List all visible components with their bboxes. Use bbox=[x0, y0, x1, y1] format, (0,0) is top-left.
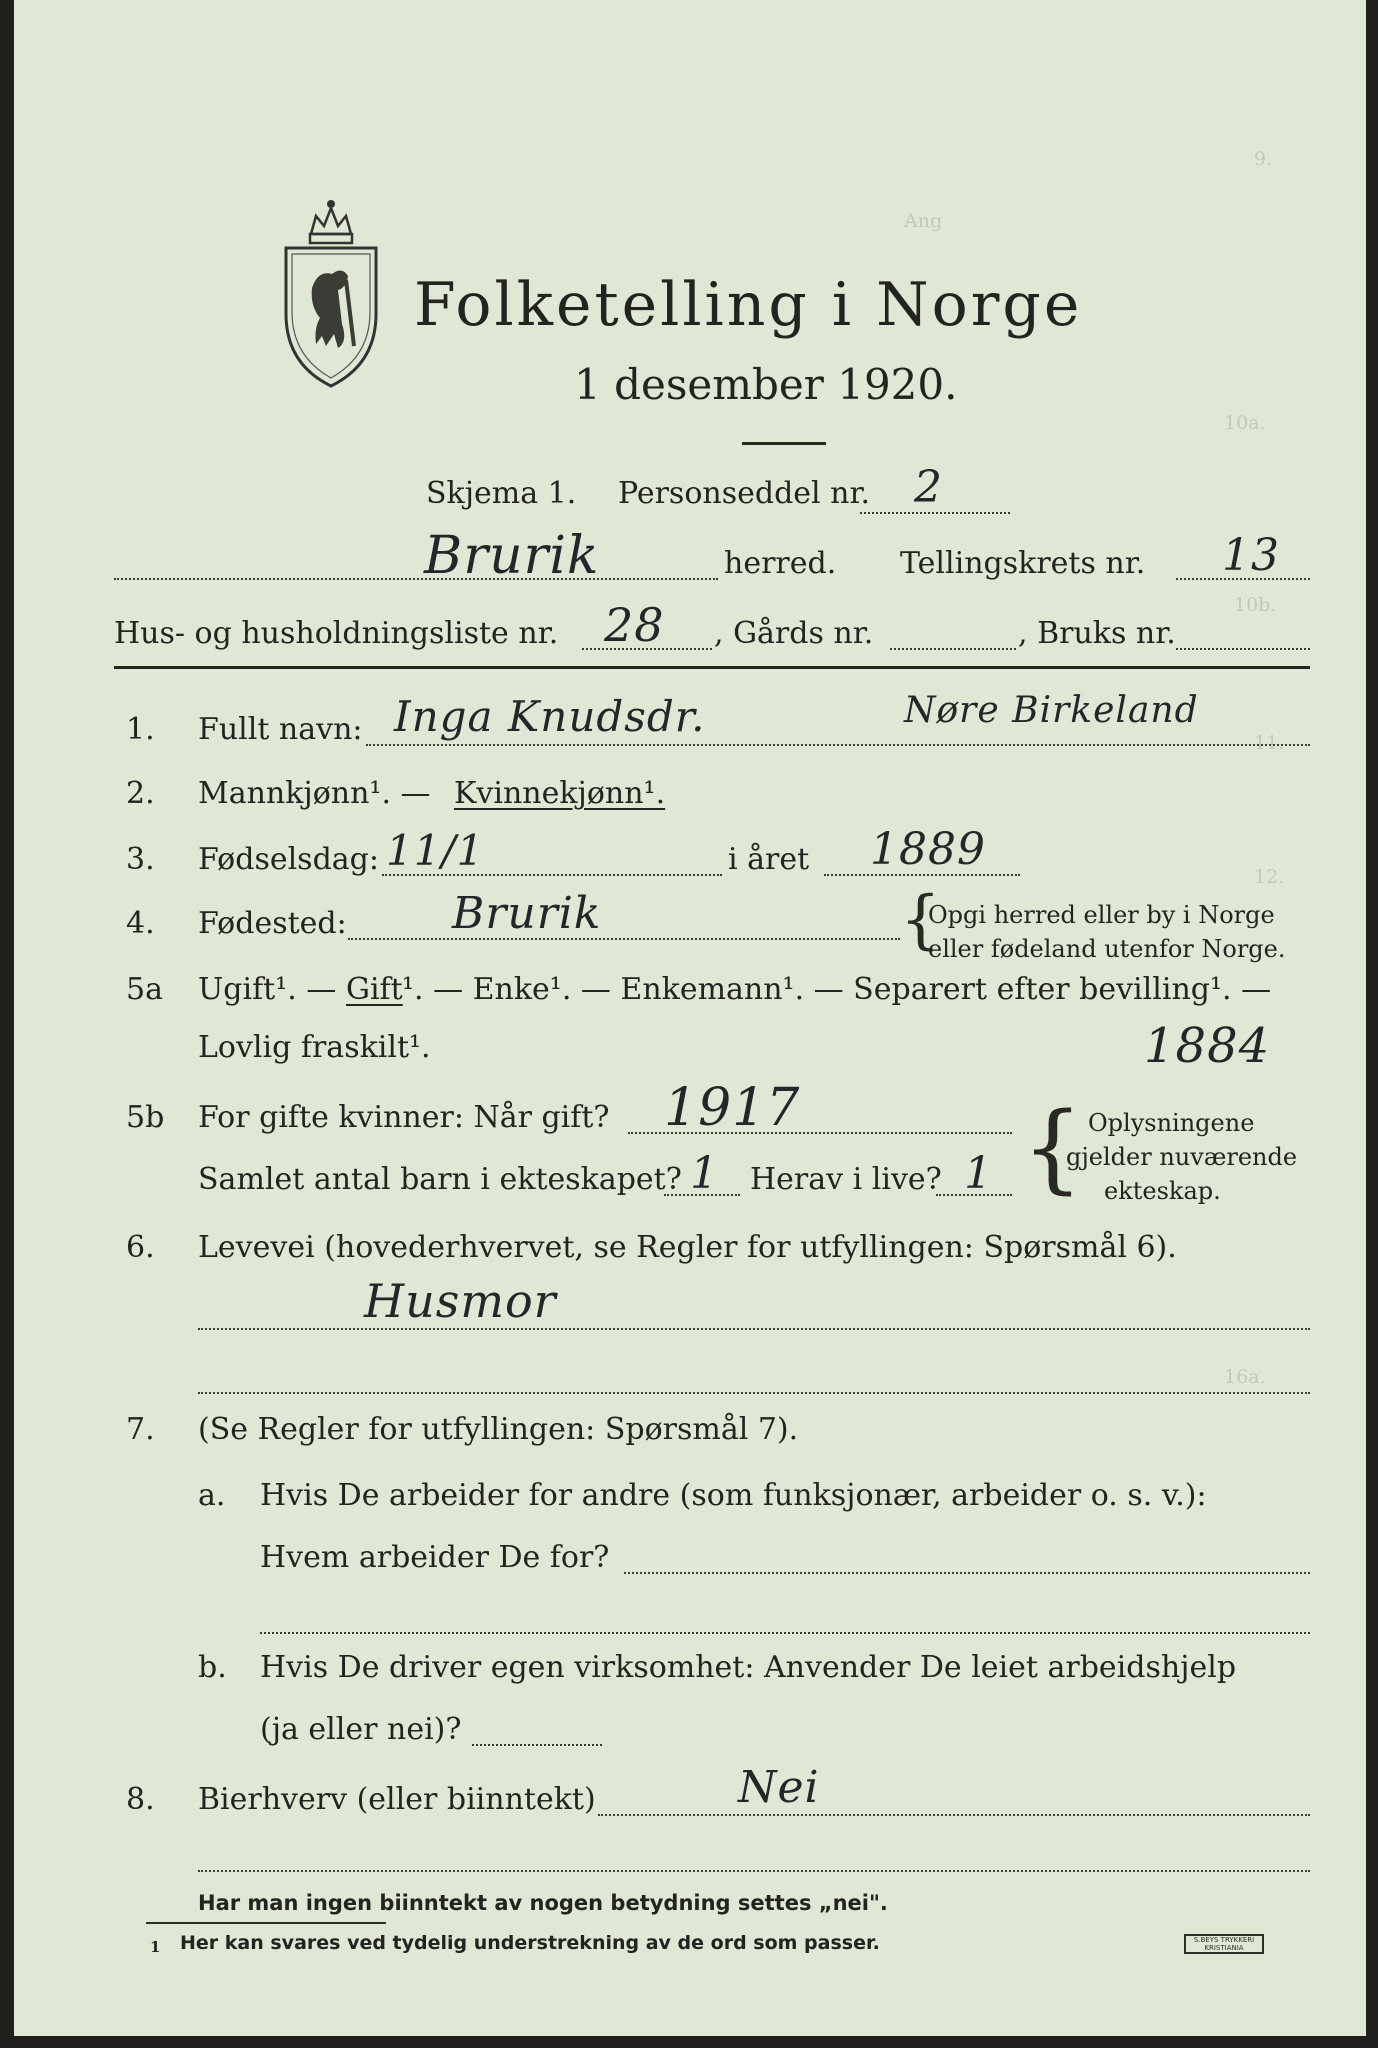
q5a-value[interactable]: 1884 bbox=[1144, 1018, 1271, 1074]
norwegian-coat-of-arms-icon bbox=[276, 196, 386, 391]
tellingskrets-label: Tellingskrets nr. bbox=[900, 546, 1146, 581]
husholdning-value[interactable]: 28 bbox=[604, 598, 665, 652]
q1-value[interactable]: Inga Knudsdr. bbox=[394, 692, 706, 741]
bleed-through-text: 12. bbox=[1254, 866, 1285, 888]
q8-number: 8. bbox=[126, 1782, 155, 1817]
q6-number: 6. bbox=[126, 1230, 155, 1265]
q5b-barn-label: Samlet antal barn i ekteskapet? bbox=[198, 1162, 682, 1197]
printer-stamp: S.BEYS TRYKKERI KRISTIANIA bbox=[1184, 1934, 1264, 1954]
q1-label: Fullt navn: bbox=[198, 712, 363, 747]
q3-year-label: i året bbox=[728, 842, 810, 877]
q7b-label2: (ja eller nei)? bbox=[260, 1712, 462, 1747]
q4-brace: { bbox=[900, 883, 941, 957]
q4-note-line1: Opgi herred eller by i Norge bbox=[928, 901, 1275, 929]
q5a-ugift-option[interactable]: Ugift¹. — bbox=[198, 972, 337, 1007]
q6-line-1 bbox=[198, 1328, 1310, 1330]
tellingskrets-value[interactable]: 13 bbox=[1222, 530, 1280, 581]
q6-value[interactable]: Husmor bbox=[364, 1274, 557, 1328]
q5b-live-label: Herav i live? bbox=[750, 1162, 942, 1197]
q7a-line-2 bbox=[260, 1632, 1310, 1634]
herred-label: herred. bbox=[724, 546, 837, 581]
q6-label: Levevei (hovederhvervet, se Regler for utfyllingen: Spørsmål 6). bbox=[198, 1230, 1177, 1265]
q7-label: (Se Regler for utfyllingen: Spørsmål 7). bbox=[198, 1412, 799, 1447]
bleed-through-text: 16a. bbox=[1224, 1366, 1266, 1388]
personseddel-value[interactable]: 2 bbox=[914, 462, 943, 513]
q3-number: 3. bbox=[126, 842, 155, 877]
footnote-text: Her kan svares ved tydelig understrekning av de ord som passer. bbox=[180, 1932, 880, 1954]
footer-rule bbox=[146, 1922, 386, 1924]
bleed-through-text: Ang bbox=[904, 210, 943, 232]
q8-value[interactable]: Nei bbox=[738, 1762, 820, 1813]
q7b-number: b. bbox=[198, 1650, 227, 1685]
q5b-note-line2: gjelder nuværende bbox=[1066, 1143, 1298, 1171]
q7b-line bbox=[472, 1744, 602, 1746]
q6-line-2 bbox=[198, 1392, 1310, 1394]
personseddel-label: Personseddel nr. bbox=[618, 476, 871, 511]
q7b-label: Hvis De driver egen virksomhet: Anvender De leiet arbeidshjelp bbox=[260, 1650, 1237, 1685]
q5b-live-value[interactable]: 1 bbox=[964, 1148, 993, 1199]
q5b-note-line1: Oplysningene bbox=[1088, 1109, 1255, 1137]
q4-number: 4. bbox=[126, 906, 155, 941]
q1-value-extra[interactable]: Nøre Birkeland bbox=[904, 690, 1199, 731]
q2-male-option[interactable]: Mannkjønn¹. — bbox=[198, 776, 431, 811]
q7a-number: a. bbox=[198, 1478, 226, 1513]
herred-value[interactable]: Brurik bbox=[424, 526, 600, 586]
q7a-label2: Hvem arbeider De for? bbox=[260, 1540, 610, 1575]
q3-label: Fødselsdag: bbox=[198, 842, 379, 877]
bleed-through-text: 11. bbox=[1254, 732, 1285, 754]
q5b-note-line3: ekteskap. bbox=[1104, 1177, 1221, 1205]
q1-line bbox=[366, 744, 1310, 746]
q4-value[interactable]: Brurik bbox=[452, 888, 602, 939]
gards-line bbox=[890, 648, 1016, 650]
header-divider bbox=[114, 666, 1310, 669]
bleed-through-text: 10a. bbox=[1224, 412, 1266, 434]
footnote-number: 1 bbox=[150, 1938, 161, 1956]
q5b-value[interactable]: 1917 bbox=[664, 1078, 801, 1138]
bleed-through-text: 9. bbox=[1254, 148, 1273, 170]
q5a-number: 5a bbox=[126, 972, 163, 1007]
biinntekt-note: Har man ingen biinntekt av nogen betydning settes „nei". bbox=[198, 1891, 888, 1915]
husholdning-label: Hus- og husholdningsliste nr. bbox=[114, 616, 559, 651]
q3-year-value[interactable]: 1889 bbox=[870, 824, 986, 875]
q4-note-line2: eller fødeland utenfor Norge. bbox=[928, 935, 1286, 963]
census-form-sheet bbox=[14, 0, 1366, 2036]
q4-label: Fødested: bbox=[198, 906, 347, 941]
q5b-label: For gifte kvinner: Når gift? bbox=[198, 1100, 610, 1135]
q5b-number: 5b bbox=[126, 1100, 165, 1135]
q4-line bbox=[348, 938, 900, 940]
q7-number: 7. bbox=[126, 1412, 155, 1447]
q5a-other-options[interactable]: ¹. — Enke¹. — Enkemann¹. — Separert efter bevilling¹. — bbox=[402, 972, 1272, 1007]
q5a-lovlig-option[interactable]: Lovlig fraskilt¹. bbox=[198, 1030, 431, 1065]
herred-line bbox=[114, 578, 718, 580]
bleed-through-text: 10b. bbox=[1234, 594, 1277, 616]
q5b-brace: { bbox=[1022, 1092, 1084, 1204]
q8-line-2 bbox=[198, 1870, 1310, 1872]
q2-number: 2. bbox=[126, 776, 155, 811]
q5b-barn-value[interactable]: 1 bbox=[690, 1148, 719, 1199]
form-title: Folketelling i Norge bbox=[414, 270, 1083, 340]
q3-value[interactable]: 11/1 bbox=[386, 826, 485, 875]
bruks-line bbox=[1176, 648, 1310, 650]
schema-label: Skjema 1. bbox=[426, 476, 577, 511]
q7a-line-1 bbox=[624, 1572, 1310, 1574]
bruks-label: , Bruks nr. bbox=[1018, 616, 1176, 651]
title-divider bbox=[742, 442, 826, 445]
q8-line-1 bbox=[598, 1814, 1310, 1816]
q5a-gift-option[interactable]: Gift bbox=[346, 972, 403, 1007]
form-date: 1 desember 1920. bbox=[574, 360, 958, 409]
gards-label: , Gårds nr. bbox=[714, 616, 874, 651]
q7a-label: Hvis De arbeider for andre (som funksjonær, arbeider o. s. v.): bbox=[260, 1478, 1207, 1513]
q8-label: Bierhverv (eller biinntekt) bbox=[198, 1782, 596, 1817]
q2-female-option[interactable]: Kvinnekjønn¹. bbox=[454, 776, 666, 811]
q1-number: 1. bbox=[126, 712, 155, 747]
